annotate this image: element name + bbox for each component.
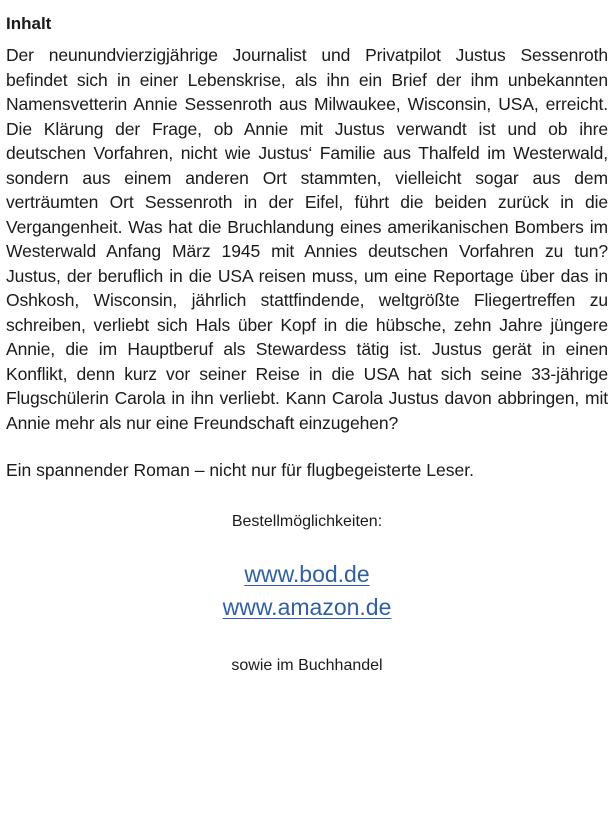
bookstore-note: sowie im Buchhandel [231, 656, 383, 674]
section-heading: Inhalt [6, 14, 52, 33]
tagline: Ein spannender Roman – nicht nur für flugbegeisterte Leser. [6, 460, 474, 480]
order-links [6, 558, 608, 624]
bod-link[interactable]: www.bod.de [244, 560, 370, 587]
amazon-link[interactable]: www.amazon.de [222, 593, 392, 620]
order-options-label: Bestellmöglichkeiten: [231, 512, 383, 530]
synopsis-paragraph: Der neunundvierzigjährige Journalist und Privatpilot Justus Sessenroth befindet sich in einer Lebenskrise, als ihn ein Brief der ihm unbekannten Namensvetterin Annie Sessenroth aus Milwaukee, Wisconsin, USA, erreicht. Die Klärung der Frage, ob Annie mit Justus verwandt ist und ob ihre deutschen Vorfahren, nicht wie Justus‘ Familie aus Thalfeld im Westerwald, sondern aus einem anderen Ort stammten, vielleicht sogar aus dem verträumten Ort Sessenroth in der Eifel, führt die beiden zurück in die Vergangenheit. Was hat die Bruchlandung eines amerikanischen Bombers im Westerwald Anfang März 1945 mit Annies deutschen Vorfahren zu tun? Justus, der beruflich in die USA reisen muss, um eine Reportage über das in Oshkosh, Wisconsin, jährlich stattfindende, weltgrößte Fliegertreffen zu schreiben, verliebt sich Hals über Kopf in die hübsche, zehn Jahre jüngere Annie, die im Hauptberuf als Stewardess tätig ist. Justus gerät in einen Konflikt, denn kurz vor seiner Reise in die USA hat sich seine 33-jährige Flugschülerin Carola in ihn verliebt. Kann Carola Justus davon abbringen, mit Annie mehr als nur eine Freundschaft einzugehen? [6, 45, 608, 433]
